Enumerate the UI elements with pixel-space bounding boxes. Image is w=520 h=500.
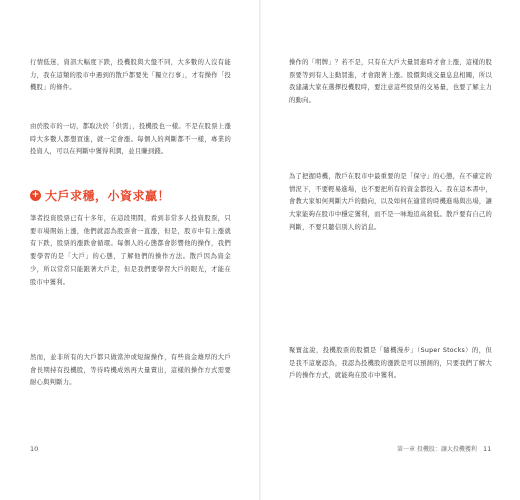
running-header: 第一章 投機股：讓大投機獲利	[397, 446, 477, 453]
left-page	[0, 0, 259, 500]
right-page	[261, 0, 520, 500]
right-paragraph-2: 為了把握時機，散戶在股市中最重要的是「保守」的心態，在不確定的情況下，不要輕易進場，也不要把所有的資金都投入。我在這本書中，會教大家如何判斷大戶的動向，以及如何在適當的時機進場與出場，讓大家能夠在股市中穩定獲利，而不是一味地追高殺低。散戶要有自己的判斷，不要只聽信別人的消息。	[289, 173, 492, 231]
left-paragraph-4: 然而，並非所有的大戶都只做當沖或短線操作，有些資金雄厚的大戶會長期持有投機股，等待時機成熟再大量賣出，這樣的操作方式需要耐心與判斷力。	[30, 354, 231, 387]
section-heading-text: 大戶求穩，小資求贏！	[45, 189, 171, 203]
right-page-number: 11	[483, 445, 492, 453]
plus-circle-icon: +	[31, 190, 40, 200]
section-heading	[30, 187, 170, 204]
left-page-number: 10	[30, 445, 39, 453]
left-paragraph-3: 筆者投資股票已有十多年，在這段期間，看到非常多人投資股票，只要市場開始上漲，他們就認為股票會一直漲，但是，股市中有上漲就有下跌，股票的漲跌會循環。每個人的心態都會影響他的操作，我們要學習的是「大戶」的心態，了解他們的操作方法。散戶因為資金少，所以常常只能跟著大戶走，但是我們要學習大戶的眼光，才能在股市中獲利。	[30, 215, 231, 286]
right-paragraph-3: 聚寶盆說，投機股票的股價是「隨機漫步」（Super Stocks）的，但是我不這麼認為，我認為投機股的漲跌是可以預測的，只要我們了解大戶的操作方式，就能夠在股市中獲利。	[289, 347, 492, 380]
right-paragraph-1: 操作的「明牌」？若不是，只有在大戶大量買進時才會上漲，這樣的股票要等到有人主動買進，才會跟著上漲。股價與成交量息息相關，所以我建議大家在選擇投機股時，要注意這些股票的交易量，也要了解主力的動向。	[289, 59, 492, 105]
left-paragraph-2: 由於股市的一切，都取決於「供需」，投機股也一樣。不是在股票上漲時大多數人都想買進，就一定會漲。每個人的判斷都不一樣，專業的投資人，可以在判斷中獲得利潤，並且賺到錢。	[30, 123, 231, 156]
left-paragraph-1: 行情低迷，資訊大幅度下跌，投機股與大盤不同，大多數的人沒有能力，我在這類的股市中遇到的散戶都要先「獨立行事」，才有操作「投機股」的條件。	[30, 59, 231, 92]
